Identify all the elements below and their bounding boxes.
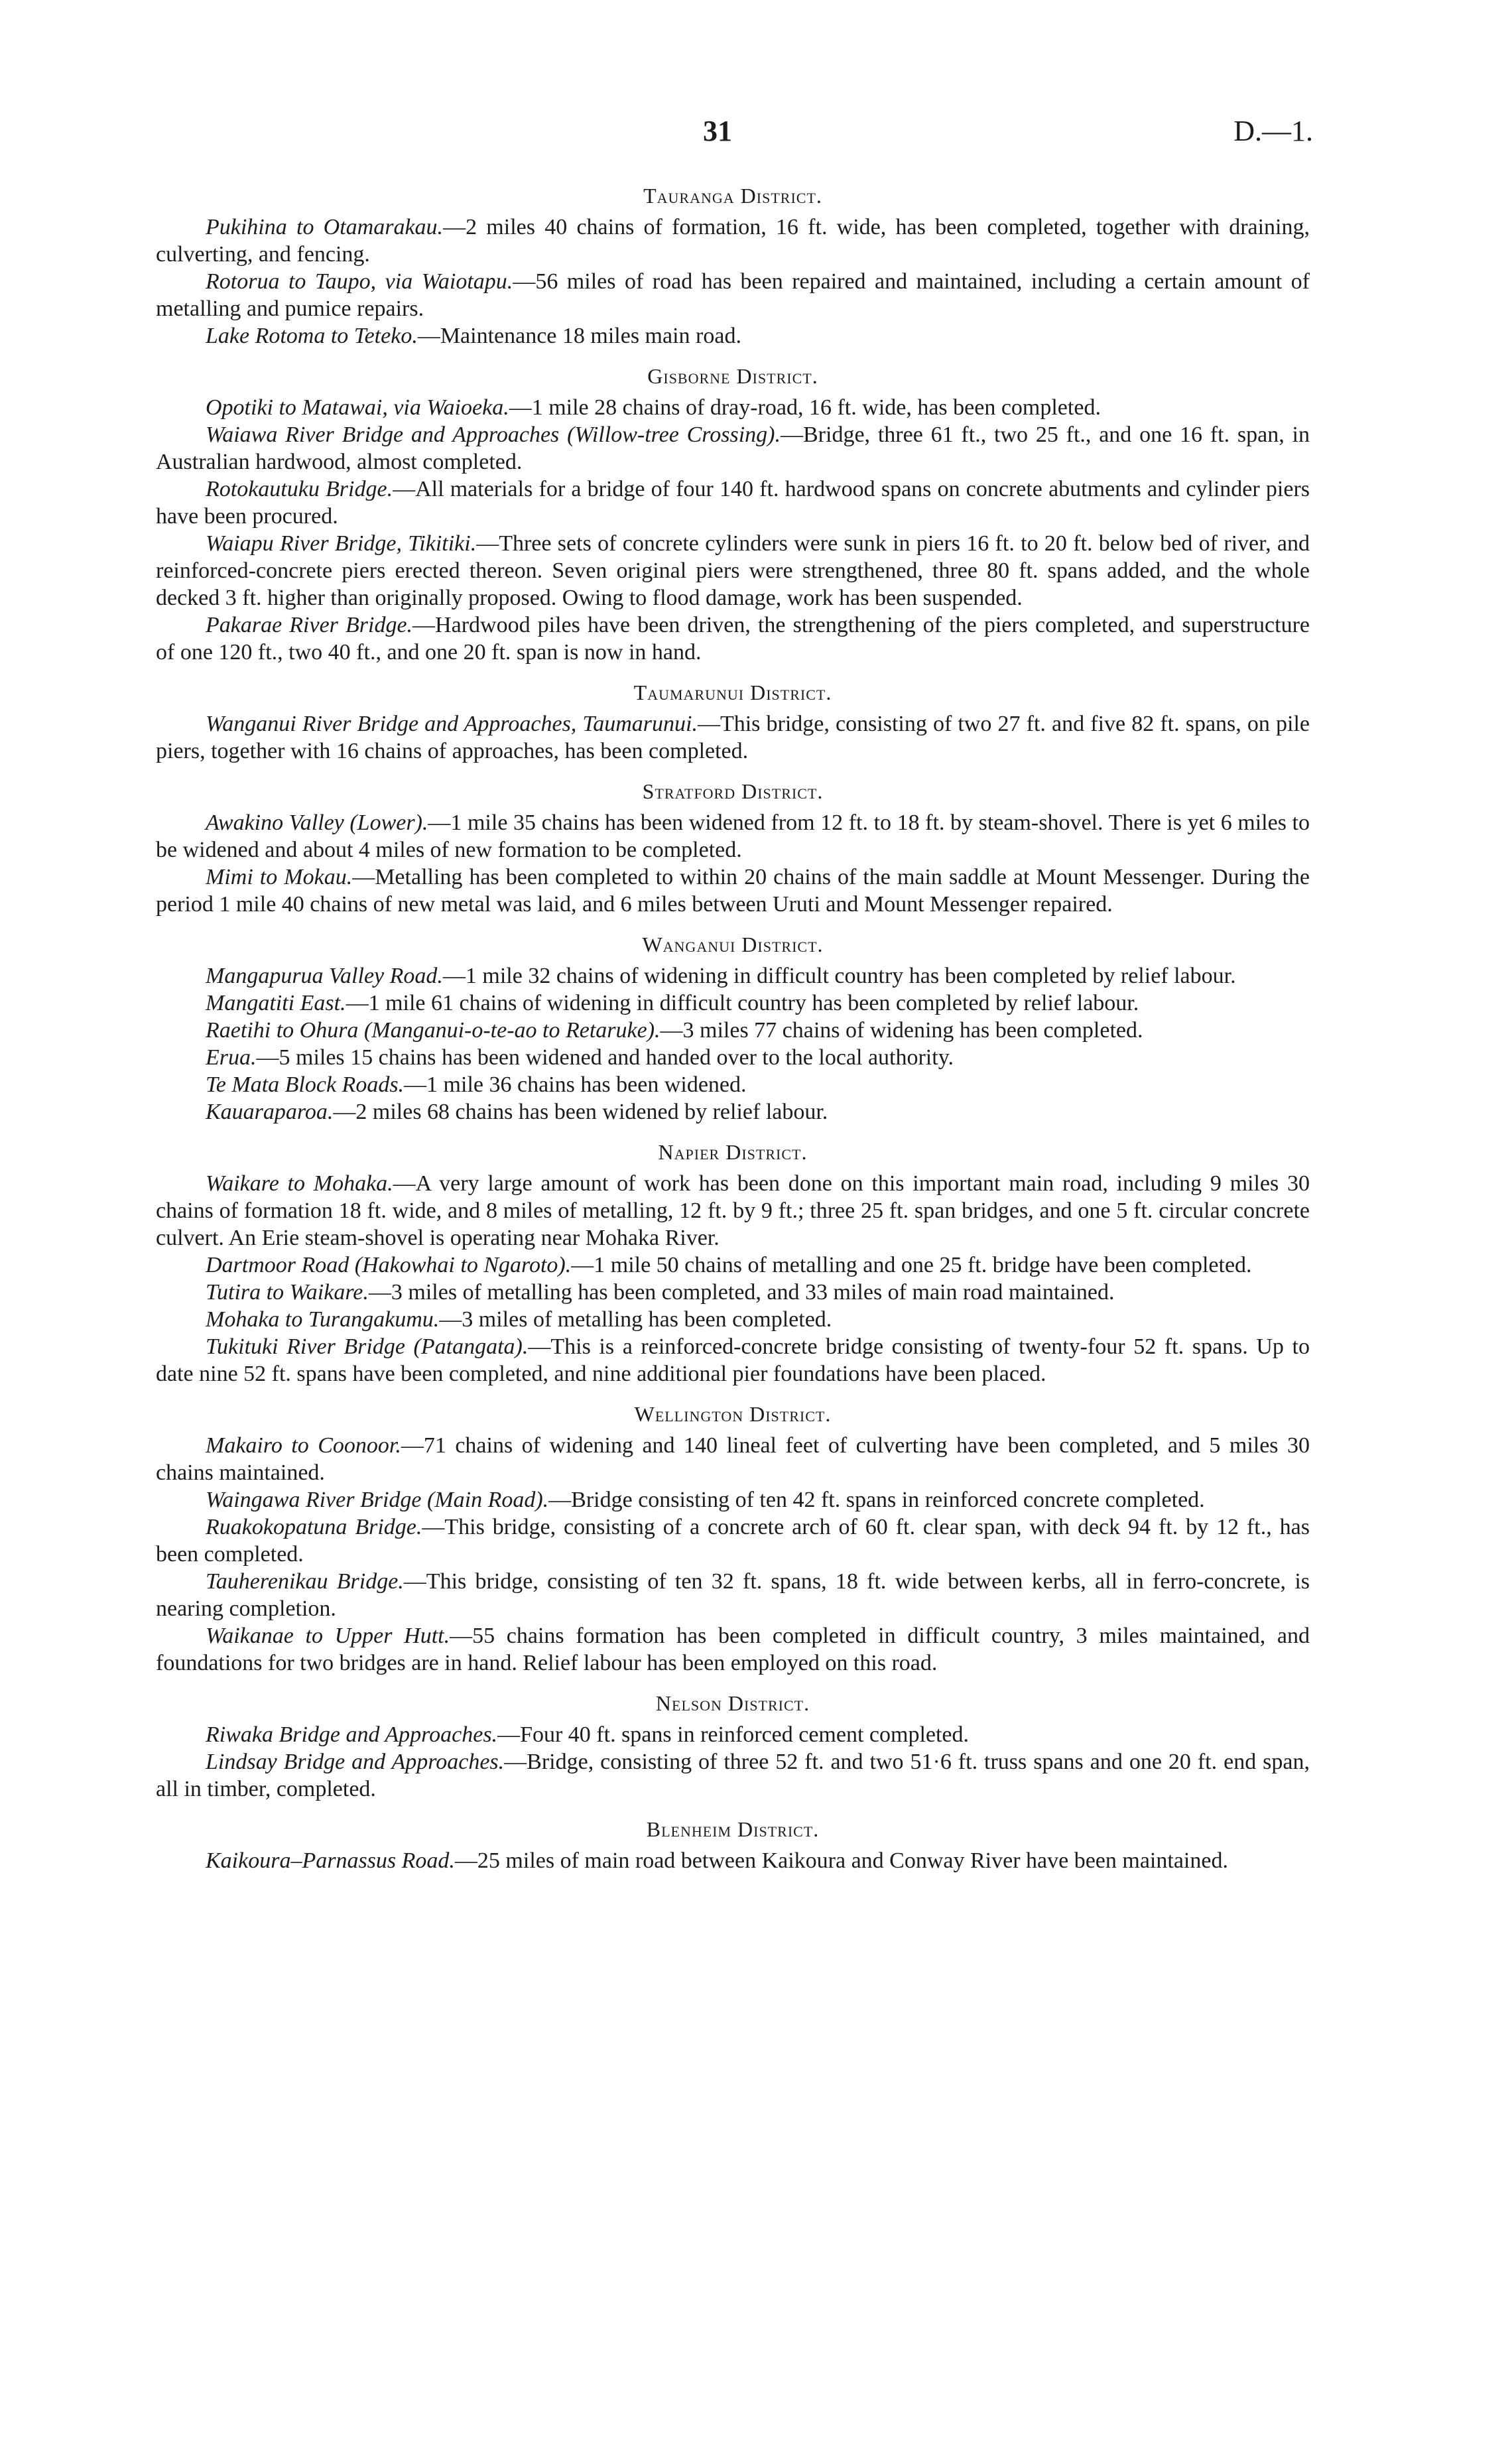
district-entry: [156, 1098, 1310, 1126]
entry-title: Kauaraparoa.: [206, 1100, 334, 1124]
entry-text: —3 miles 77 chains of widening has been completed.: [660, 1018, 1143, 1043]
entry-text: —2 miles 40 chains of formation, 16 ft. wide, has been completed, together with draining, culverting, and fencing.: [156, 215, 1310, 267]
district-entry: [156, 1847, 1310, 1874]
entry-title: Dartmoor Road (Hakowhai to Ngaroto).: [206, 1253, 572, 1277]
entry-text: —Four 40 ft. spans in reinforced cement completed.: [497, 1722, 970, 1747]
district-entry: [156, 864, 1310, 918]
entry-text: —1 mile 32 chains of widening in difficult country has been completed by relief labour.: [442, 964, 1236, 988]
entry-title: Kaikoura–Parnassus Road.: [206, 1848, 455, 1873]
entry-title: Awakino Valley (Lower).: [206, 810, 428, 835]
district-entry: [156, 1432, 1310, 1486]
entry-title: Riwaka Bridge and Approaches.: [206, 1722, 498, 1747]
entry-title: Pukihina to Otamarakau.: [206, 215, 444, 239]
entry-text: —3 miles of metalling has been completed.: [439, 1307, 832, 1332]
district-entry: [156, 268, 1310, 322]
entry-text: —1 mile 35 chains has been widened from 12 ft. to 18 ft. by steam-shovel. There is yet 6 miles to be widened and about 4 miles of new formation to be completed.: [156, 810, 1310, 862]
district-heading: Blenheim District.: [646, 1817, 820, 1841]
entry-title: Raetihi to Ohura (Manganui-o-te-ao to Retaruke).: [206, 1018, 661, 1043]
entry-text: —Three sets of concrete cylinders were sunk in piers 16 ft. to 20 ft. below bed of river, and reinforced-concrete piers erected thereon. Seven original piers were strengthened, three 80 ft. spans added, and the whole decked 3 ft. higher than originally proposed. Owing to flood damage, work has been suspended.: [156, 531, 1310, 610]
district-entry: [156, 962, 1310, 990]
district-heading: Nelson District.: [655, 1691, 810, 1715]
district-entry: [156, 322, 1310, 350]
entry-text: —71 chains of widening and 140 lineal feet of culverting have been completed, and 5 miles 30 chains maintained.: [156, 1433, 1310, 1485]
entry-text: —1 mile 50 chains of metalling and one 25 ft. bridge have been completed.: [571, 1253, 1252, 1277]
entry-text: —All materials for a bridge of four 140 ft. hardwood spans on concrete abutments and cylinder piers have been procured.: [156, 477, 1310, 529]
entry-text: —This bridge, consisting of a concrete arch of 60 ft. clear span, with deck 94 ft. by 12 ft., has been completed.: [156, 1515, 1310, 1567]
page-header: [0, 114, 1512, 154]
entry-title: Waingawa River Bridge (Main Road).: [206, 1488, 549, 1512]
entry-title: Mangapurua Valley Road.: [206, 964, 443, 988]
entry-title: Mangatiti East.: [206, 991, 346, 1015]
district-heading: Wellington District.: [634, 1402, 832, 1426]
district-heading: Stratford District.: [642, 779, 824, 803]
district-entry: [156, 1486, 1310, 1513]
entry-title: Rotorua to Taupo, via Waiotapu.: [206, 269, 513, 294]
entry-text: —This is a reinforced-concrete bridge consisting of twenty-four 52 ft. spans. Up to date nine 52 ft. spans have been completed, and nine additional pier foundations have been placed.: [156, 1334, 1310, 1386]
district-entry: [156, 1252, 1310, 1279]
entry-text: —Bridge, consisting of three 52 ft. and two 51·6 ft. truss spans and one 20 ft. end span, all in timber, completed.: [156, 1750, 1310, 1801]
entry-title: Waiapu River Bridge, Tikitiki.: [206, 531, 477, 556]
district-entry: [156, 1279, 1310, 1306]
district-entry: [156, 421, 1310, 476]
document-reference: D.—1.: [1233, 115, 1313, 147]
entry-title: Waiawa River Bridge and Approaches (Willow-tree Crossing).: [206, 422, 781, 447]
entry-text: —1 mile 36 chains has been widened.: [404, 1072, 747, 1097]
district-entry: [156, 990, 1310, 1017]
entry-title: Erua.: [206, 1045, 257, 1070]
entry-title: Lindsay Bridge and Approaches.: [206, 1750, 505, 1774]
district-entry: [156, 809, 1310, 864]
district-entry: [156, 1568, 1310, 1622]
district-heading: Tauranga District.: [643, 184, 822, 208]
district-entry: [156, 1071, 1310, 1098]
district-entry: [156, 1721, 1310, 1748]
district-entry: [156, 1170, 1310, 1252]
district-entry: [156, 1044, 1310, 1071]
entry-title: Wanganui River Bridge and Approaches, Taumarunui.: [206, 712, 698, 736]
entry-title: Makairo to Coonoor.: [206, 1433, 401, 1458]
entry-text: —25 miles of main road between Kaikoura and Conway River have been maintained.: [454, 1848, 1228, 1873]
entry-title: Waikanae to Upper Hutt.: [206, 1624, 450, 1648]
district-entry: [156, 611, 1310, 666]
entry-title: Te Mata Block Roads.: [206, 1072, 405, 1097]
entry-title: Mohaka to Turangakumu.: [206, 1307, 440, 1332]
district-entry: [156, 710, 1310, 765]
entry-title: Waikare to Mohaka.: [206, 1171, 393, 1196]
entry-title: Rotokautuku Bridge.: [206, 477, 393, 501]
district-entry: [156, 1513, 1310, 1568]
district-entry: [156, 530, 1310, 611]
entry-title: Ruakokopatuna Bridge.: [206, 1515, 422, 1539]
entry-text: —56 miles of road has been repaired and maintained, including a certain amount of metalling and pumice repairs.: [156, 269, 1310, 321]
entry-text: —5 miles 15 chains has been widened and handed over to the local authority.: [256, 1045, 954, 1070]
entry-text: —Maintenance 18 miles main road.: [417, 324, 741, 348]
district-heading: Napier District.: [658, 1140, 808, 1164]
report-body: [156, 182, 1310, 1874]
entry-title: Lake Rotoma to Teteko.: [206, 324, 418, 348]
entry-title: Tutira to Waikare.: [206, 1280, 369, 1305]
entry-text: —Bridge, three 61 ft., two 25 ft., and one 16 ft. span, in Australian hardwood, almost completed.: [156, 422, 1310, 474]
entry-title: Pakarae River Bridge.: [206, 613, 413, 637]
district-entry: [156, 394, 1310, 421]
page-number: 31: [703, 115, 732, 147]
district-heading: Wanganui District.: [642, 933, 824, 956]
entry-text: —1 mile 61 chains of widening in difficult country has been completed by relief labour.: [346, 991, 1139, 1015]
entry-text: —Bridge consisting of ten 42 ft. spans in reinforced concrete completed.: [548, 1488, 1205, 1512]
district-entry: [156, 1748, 1310, 1803]
district-entry: [156, 214, 1310, 268]
entry-title: Opotiki to Matawai, via Waioeka.: [206, 395, 509, 420]
district-entry: [156, 1306, 1310, 1333]
district-entry: [156, 1622, 1310, 1677]
entry-text: —2 miles 68 chains has been widened by relief labour.: [333, 1100, 828, 1124]
entry-title: Tukituki River Bridge (Patangata).: [206, 1334, 529, 1359]
entry-title: Mimi to Mokau.: [206, 865, 353, 889]
entry-text: —3 miles of metalling has been completed, and 33 miles of main road maintained.: [368, 1280, 1115, 1305]
entry-text: —55 chains formation has been completed in difficult country, 3 miles maintained, and foundations for two bridges are in hand. Relief labour has been employed on this road.: [156, 1624, 1310, 1675]
entry-text: —Hardwood piles have been driven, the strengthening of the piers completed, and superstructure of one 120 ft., two 40 ft., and one 20 ft. span is now in hand.: [156, 613, 1310, 665]
entry-text: —A very large amount of work has been done on this important main road, including 9 miles 30 chains of formation 18 ft. wide, and 8 miles of metalling, 12 ft. by 9 ft.; three 25 ft. span bridges, and one 5 ft. circular concrete culvert. An Erie steam-shovel is operating near Mohaka River.: [156, 1171, 1310, 1250]
district-entry: [156, 1017, 1310, 1044]
entry-text: —1 mile 28 chains of dray-road, 16 ft. wide, has been completed.: [509, 395, 1101, 420]
entry-title: Tauherenikau Bridge.: [206, 1569, 404, 1594]
district-entry: [156, 1333, 1310, 1387]
entry-text: —This bridge, consisting of two 27 ft. and five 82 ft. spans, on pile piers, together with 16 chains of approaches, has been completed.: [156, 712, 1310, 763]
district-entry: [156, 476, 1310, 530]
district-heading: Taumarunui District.: [633, 680, 832, 704]
entry-text: —This bridge, consisting of ten 32 ft. spans, 18 ft. wide between kerbs, all in ferro-concrete, is nearing completion.: [156, 1569, 1310, 1621]
entry-text: —Metalling has been completed to within 20 chains of the main saddle at Mount Messenger. During the period 1 mile 40 chains of new metal was laid, and 6 miles between Uruti and Mount Messenger repaired.: [156, 865, 1310, 917]
district-heading: Gisborne District.: [647, 364, 818, 388]
